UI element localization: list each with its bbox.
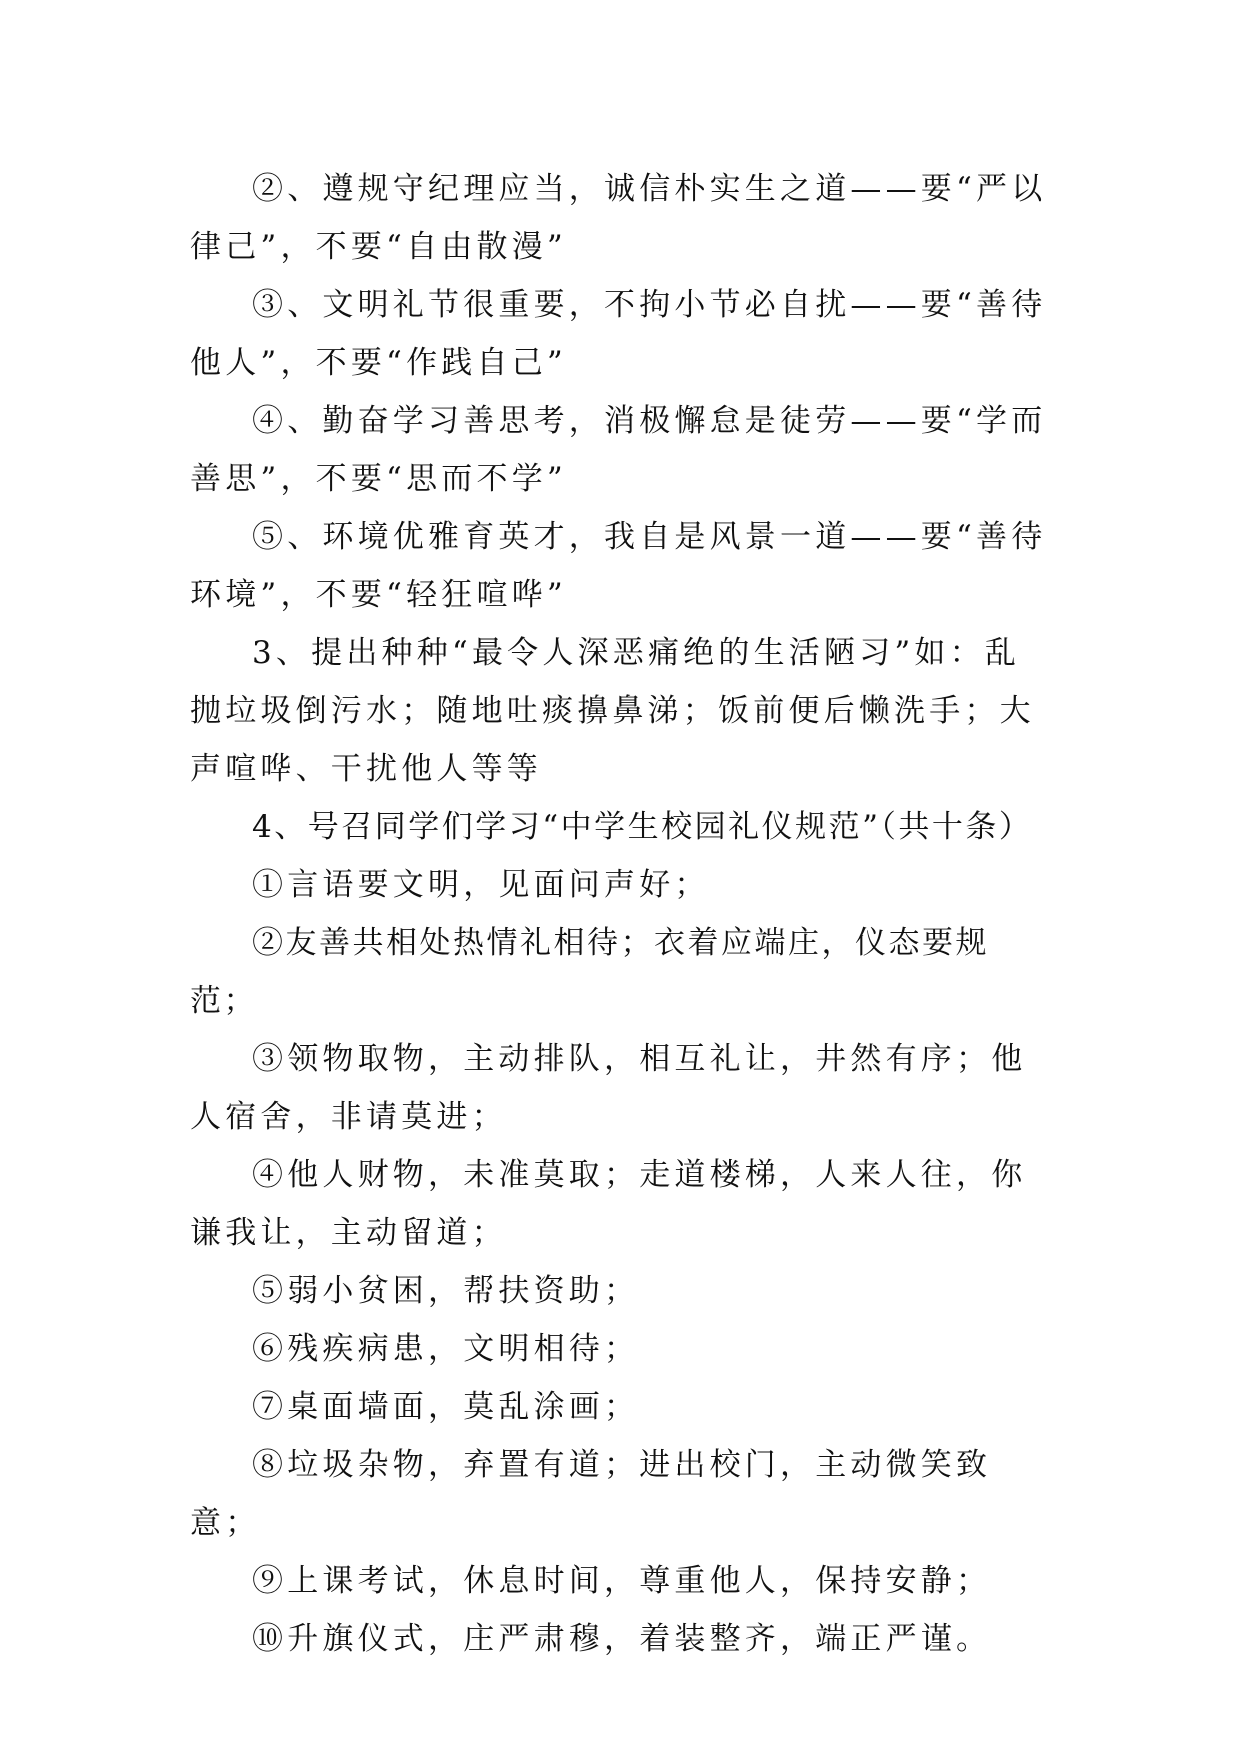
paragraph-rule-2: ②、遵规守纪理应当，诚信朴实生之道——要“严以律己”，不要“自由散漫”: [190, 171, 1047, 265]
list-item-etiquette-6: ⑥残疾病患，文明相待；: [252, 1331, 640, 1367]
paragraph-section-4: 4、号召同学们学习“中学生校园礼仪规范”（共十条）: [252, 809, 1033, 845]
paragraph-section-3: 3、提出种种“最令人深恶痛绝的生活陋习”如：乱抛垃圾倒污水；随地吐痰擤鼻涕；饭前便后懒洗手；大声喧哗、干扰他人等等: [190, 635, 1035, 787]
paragraph-rule-5: ⑤、环境优雅育英才，我自是风景一道——要“善待环境”，不要“轻狂喧哗”: [190, 519, 1047, 613]
paragraph-rule-3: ③、文明礼节很重要，不拘小节必自扰——要“善待他人”，不要“作践自己”: [190, 287, 1047, 381]
list-item-etiquette-9: ⑨上课考试，休息时间，尊重他人，保持安静；: [252, 1563, 992, 1599]
list-item-etiquette-8: ⑧垃圾杂物，弃置有道；进出校门，主动微笑致意；: [190, 1447, 992, 1541]
paragraph-rule-4: ④、勤奋学习善思考，消极懈怠是徒劳——要“学而善思”，不要“思而不学”: [190, 403, 1047, 497]
list-item-etiquette-4: ④他人财物，未准莫取；走道楼梯，人来人往，你谦我让，主动留道；: [190, 1157, 1027, 1251]
list-item-etiquette-1: ①言语要文明，见面问声好；: [252, 867, 710, 903]
list-item-etiquette-2: ②友善共相处热情礼相待；衣着应端庄，仪态要规范；: [190, 925, 989, 1019]
list-item-etiquette-10: ⑩升旗仪式，庄严肃穆，着装整齐，端正严谨。: [252, 1621, 992, 1657]
list-item-etiquette-5: ⑤弱小贫困，帮扶资助；: [252, 1273, 640, 1309]
document-body: [190, 160, 1052, 1668]
list-item-etiquette-7: ⑦桌面墙面，莫乱涂画；: [252, 1389, 640, 1425]
list-item-etiquette-3: ③领物取物，主动排队，相互礼让，井然有序；他人宿舍，非请莫进；: [190, 1041, 1027, 1135]
